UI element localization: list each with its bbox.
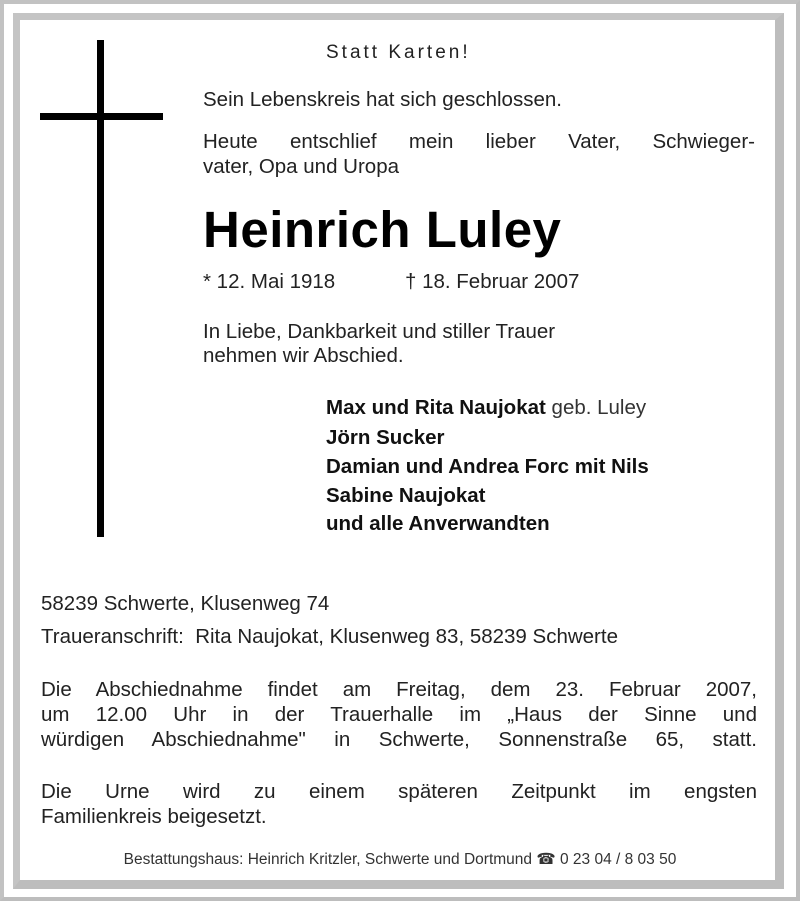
statt-karten-heading: Statt Karten!: [326, 42, 471, 63]
funeral-home-name: Bestattungshaus: Heinrich Kritzler, Schwerte und Dortmund: [123, 851, 533, 868]
cross-icon-horizontal: [40, 113, 163, 120]
farewell-line-2: nehmen wir Abschied.: [203, 344, 404, 367]
family-line-4: Sabine Naujokat: [326, 484, 486, 507]
funeral-home-footer: [0, 850, 800, 869]
intro-line-3: vater, Opa und Uropa: [203, 155, 400, 178]
deceased-name: Heinrich Luley: [203, 201, 562, 258]
family-line-3: Damian und Andrea Forc mit Nils: [326, 455, 649, 478]
phone-number: 0 23 04 / 8 03 50: [559, 851, 677, 868]
mourning-address-label: Traueranschrift:: [41, 625, 184, 648]
phone-icon: ☎: [536, 851, 556, 868]
family-names: Max und Rita Naujokat: [326, 396, 546, 419]
home-address: 58239 Schwerte, Klusenweg 74: [41, 592, 330, 615]
family-line-1: [326, 396, 646, 420]
death-date: † 18. Februar 2007: [405, 270, 580, 293]
family-line-2: Jörn Sucker: [326, 426, 445, 449]
ceremony-line-2: um 12.00 Uhr in der Trauerhalle im „Haus der Sinne und: [41, 703, 757, 726]
birth-date: * 12. Mai 1918: [203, 270, 336, 293]
intro-line-1: Sein Lebenskreis hat sich geschlossen.: [203, 88, 562, 111]
farewell-line-1: In Liebe, Dankbarkeit und stiller Trauer: [203, 320, 556, 343]
family-line-5: und alle Anverwandten: [326, 512, 550, 535]
mourning-address: [41, 625, 618, 649]
maiden-name: geb. Luley: [545, 396, 647, 419]
intro-line-2: Heute entschlief mein lieber Vater, Schwieger-: [203, 130, 755, 153]
urn-line-1: Die Urne wird zu einem späteren Zeitpunkt im engsten: [41, 780, 757, 803]
ceremony-line-1: Die Abschiednahme findet am Freitag, dem 23. Februar 2007,: [41, 678, 757, 701]
ceremony-line-3: würdigen Abschiednahme" in Schwerte, Sonnenstraße 65, statt.: [41, 728, 757, 751]
mourning-address-value: Rita Naujokat, Klusenweg 83, 58239 Schwerte: [195, 625, 618, 648]
urn-line-2: Familienkreis beigesetzt.: [41, 805, 267, 828]
